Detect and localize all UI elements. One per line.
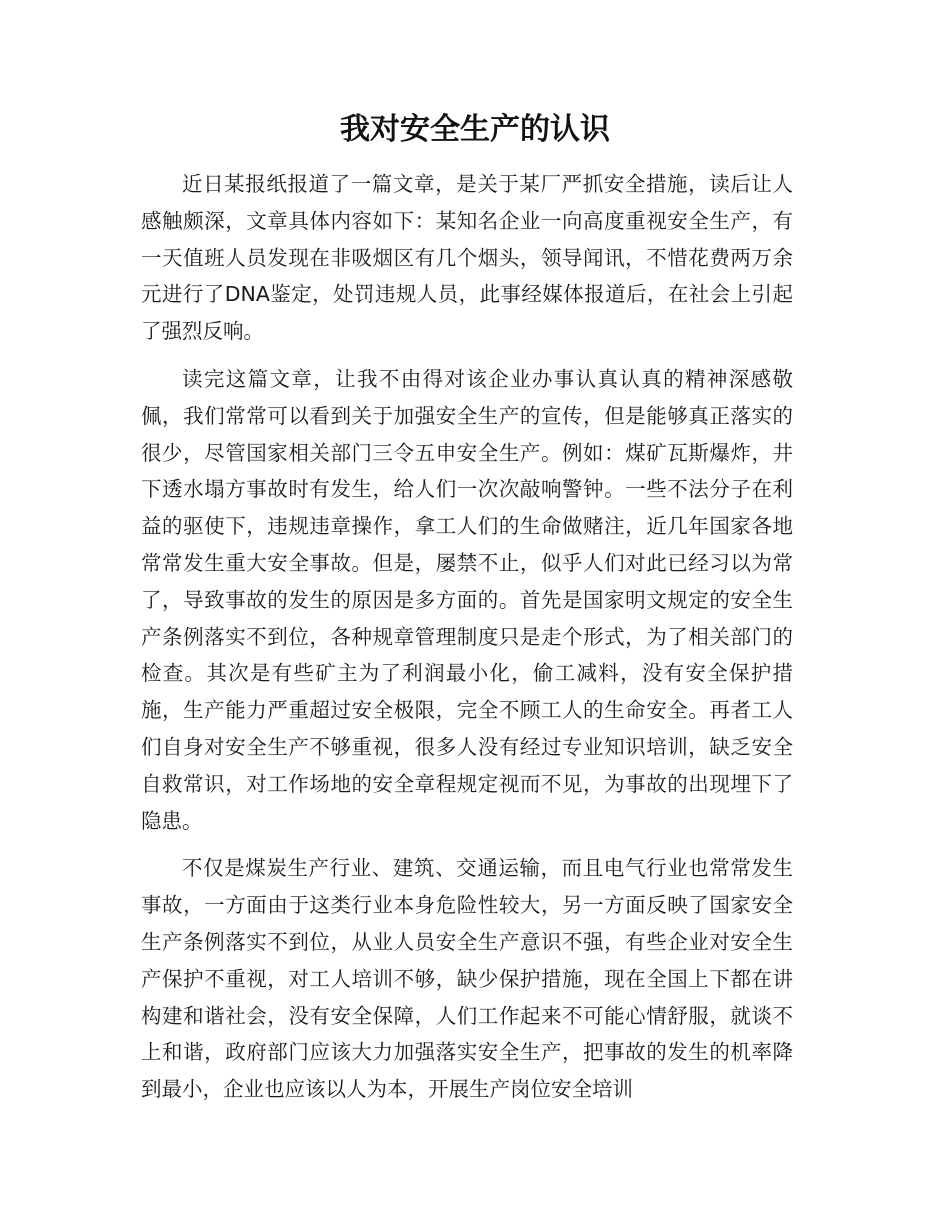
paragraph-3: 不仅是煤炭生产行业、建筑、交通运输，而且电气行业也常常发生事故，一方面由于这类行业本身危险性较大，另一方面反映了国家安全生产条例落实不到位，从业人员安全生产意识不强，有些企业对安全生产保护不重视，对工人培训不够，缺少保护措施，现在全国上下都在讲构建和谐社会，没有安全保障，人们工作起来不可能心情舒服，就谈不上和谐，政府部门应该大力加强落实安全生产，把事故的发生的机率降到最小，企业也应该以人为本，开展生产岗位安全培训 [141,856,793,1102]
document-title: 我对安全生产的认识 [340,112,610,147]
document-body [141,166,793,1119]
paragraph-1: 近日某报纸报道了一篇文章，是关于某厂严抓安全措施，读后让人感触颇深，文章具体内容如下：某知名企业一向高度重视安全生产，有一天值班人员发现在非吸烟区有几个烟头，领导闻讯，不惜花费两万余元进行了DNA鉴定，处罚违规人员，此事经媒体报道后，在社会上引起了强烈反响。 [141,172,793,344]
paragraph-2: 读完这篇文章，让我不由得对该企业办事认真认真的精神深感敬佩，我们常常可以看到关于加强安全生产的宣传，但是能够真正落实的很少，尽管国家相关部门三令五申安全生产。例如：煤矿瓦斯爆炸，井下透水塌方事故时有发生，给人们一次次敲响警钟。一些不法分子在利益的驱使下，违规违章操作，拿工人们的生命做赌注，近几年国家各地常常发生重大安全事故。但是，屡禁不止，似乎人们对此已经习以为常了，导致事故的发生的原因是多方面的。首先是国家明文规定的安全生产条例落实不到位，各种规章管理制度只是走个形式，为了相关部门的检查。其次是有些矿主为了利润最小化，偷工减料，没有安全保护措施，生产能力严重超过安全极限，完全不顾工人的生命安全。再者工人们自身对安全生产不够重视，很多人没有经过专业知识培训，缺乏安全自救常识，对工作场地的安全章程规定视而不见，为事故的出现埋下了隐患。 [141,366,793,833]
